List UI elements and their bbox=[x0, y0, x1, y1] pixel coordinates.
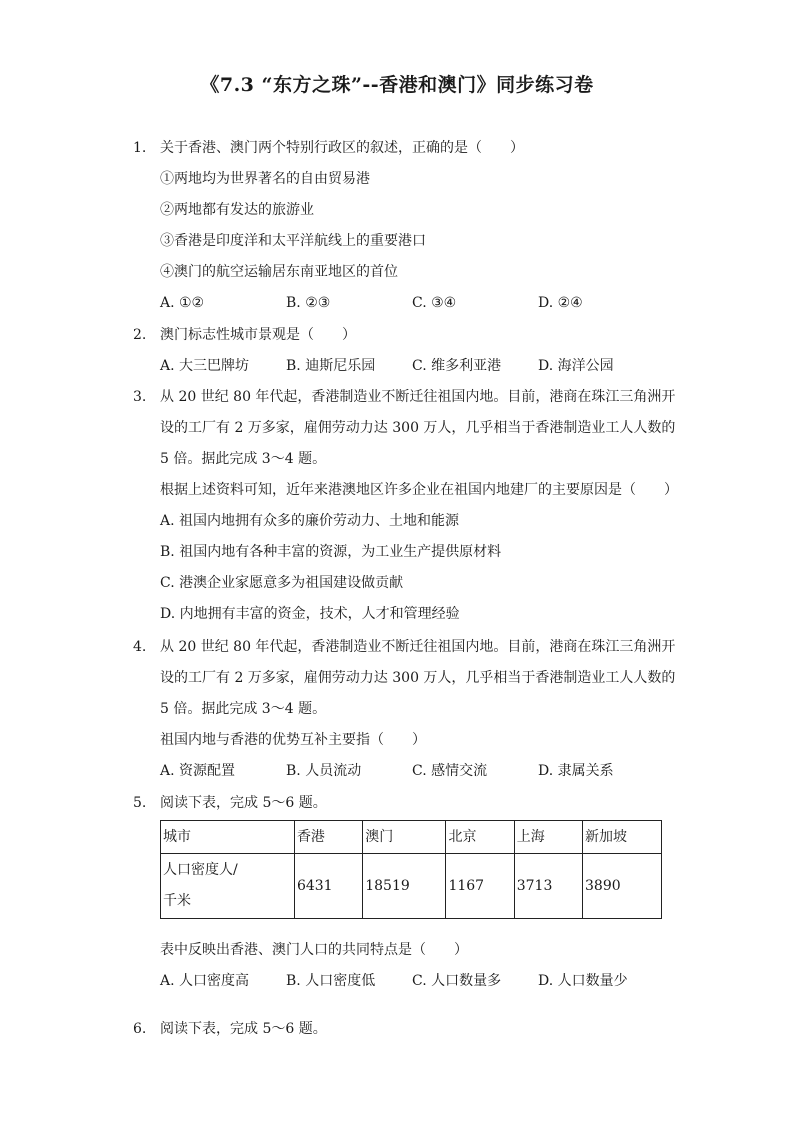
question-5 bbox=[133, 788, 673, 997]
page-title: 《7.3 “东方之珠”--香港和澳门》同步练习卷 bbox=[200, 74, 594, 96]
passage-line: 设的工厂有 2 万多家，雇佣劳动力达 300 万人，几乎相当于香港制造业工人人数的 bbox=[160, 420, 676, 436]
table-cell: 3713 bbox=[514, 854, 582, 919]
table-cell: 城市 bbox=[161, 821, 295, 854]
option-d[interactable]: D. 内地拥有丰富的资金，技术，人才和管理经验 bbox=[160, 606, 460, 622]
question-2 bbox=[133, 320, 673, 382]
table-header-row bbox=[161, 821, 662, 854]
answer-options bbox=[160, 966, 673, 997]
question-4 bbox=[133, 632, 676, 787]
question-3 bbox=[133, 382, 678, 630]
table-cell: 1167 bbox=[446, 854, 514, 919]
option-c[interactable]: C. ③④ bbox=[412, 295, 457, 311]
option-b[interactable]: B. 人员流动 bbox=[286, 763, 362, 779]
question-number: 2. bbox=[133, 327, 147, 343]
passage-line: 5 倍。据此完成 3～4 题。 bbox=[160, 451, 327, 467]
table-cell: 6431 bbox=[294, 854, 362, 919]
option-a[interactable]: A. 大三巴牌坊 bbox=[160, 358, 250, 374]
option-b[interactable]: B. 人口密度低 bbox=[286, 973, 376, 989]
question-number: 3. bbox=[133, 389, 147, 405]
table-cell: 澳门 bbox=[363, 821, 446, 854]
passage-line: 设的工厂有 2 万多家，雇佣劳动力达 300 万人，几乎相当于香港制造业工人人数的 bbox=[160, 670, 676, 686]
option-d[interactable]: D. 隶属关系 bbox=[538, 763, 614, 779]
answer-options bbox=[160, 756, 673, 787]
question-1 bbox=[133, 133, 673, 319]
table-row-label bbox=[161, 854, 295, 919]
option-a[interactable]: A. 人口密度高 bbox=[160, 973, 250, 989]
table-cell: 香港 bbox=[294, 821, 362, 854]
question-stem: 根据上述资料可知，近年来港澳地区许多企业在祖国内地建厂的主要原因是（ ） bbox=[160, 482, 678, 498]
passage-line: 从 20 世纪 80 年代起，香港制造业不断迁往祖国内地。目前，港商在珠江三角洲开 bbox=[160, 639, 676, 655]
option-b[interactable]: B. 迪斯尼乐园 bbox=[286, 358, 376, 374]
question-stem: 祖国内地与香港的优势互补主要指（ ） bbox=[160, 732, 426, 748]
row-label-line: 人口密度人/ bbox=[163, 862, 238, 878]
option-a[interactable]: A. 祖国内地拥有众多的廉价劳动力、土地和能源 bbox=[160, 513, 460, 529]
question-intro: 阅读下表，完成 5～6 题。 bbox=[160, 795, 327, 811]
option-d[interactable]: D. 人口数量少 bbox=[538, 973, 628, 989]
question-number: 4. bbox=[133, 639, 147, 655]
question-stem: 澳门标志性城市景观是（ ） bbox=[160, 327, 356, 343]
question-intro: 阅读下表，完成 5～6 题。 bbox=[160, 1021, 327, 1037]
option-a[interactable]: A. ①② bbox=[160, 295, 205, 311]
option-a[interactable]: A. 资源配置 bbox=[160, 763, 236, 779]
statement-2: ②两地都有发达的旅游业 bbox=[160, 202, 314, 218]
option-c[interactable]: C. 维多利亚港 bbox=[412, 358, 502, 374]
passage-line: 从 20 世纪 80 年代起，香港制造业不断迁往祖国内地。目前，港商在珠江三角洲开 bbox=[160, 389, 676, 405]
question-number: 5. bbox=[133, 795, 147, 811]
table-cell: 上海 bbox=[514, 821, 582, 854]
table-row bbox=[161, 854, 662, 919]
answer-options bbox=[160, 351, 673, 382]
option-d[interactable]: D. ②④ bbox=[538, 295, 583, 311]
question-stem: 表中反映出香港、澳门人口的共同特点是（ ） bbox=[160, 942, 468, 958]
table-cell: 3890 bbox=[583, 854, 662, 919]
passage-line: 5 倍。据此完成 3～4 题。 bbox=[160, 701, 327, 717]
table-cell: 新加坡 bbox=[583, 821, 662, 854]
option-c[interactable]: C. 感情交流 bbox=[412, 763, 488, 779]
option-d[interactable]: D. 海洋公园 bbox=[538, 358, 614, 374]
question-number: 6. bbox=[133, 1021, 147, 1037]
statement-1: ①两地均为世界著名的自由贸易港 bbox=[160, 171, 370, 187]
question-stem: 关于香港、澳门两个特别行政区的叙述，正确的是（ ） bbox=[160, 140, 524, 156]
option-b[interactable]: B. 祖国内地有各种丰富的资源，为工业生产提供原材料 bbox=[160, 544, 502, 560]
answer-options bbox=[160, 288, 673, 319]
question-6 bbox=[133, 1014, 673, 1045]
table-cell: 18519 bbox=[363, 854, 446, 919]
table-cell: 北京 bbox=[446, 821, 514, 854]
statement-4: ④澳门的航空运输居东南亚地区的首位 bbox=[160, 264, 398, 280]
question-number: 1. bbox=[133, 140, 147, 156]
option-b[interactable]: B. ②③ bbox=[286, 295, 331, 311]
option-c[interactable]: C. 港澳企业家愿意多为祖国建设做贡献 bbox=[160, 575, 404, 591]
population-density-table bbox=[160, 820, 662, 919]
statement-3: ③香港是印度洋和太平洋航线上的重要港口 bbox=[160, 233, 426, 249]
row-label-line: 千米 bbox=[163, 893, 191, 909]
option-c[interactable]: C. 人口数量多 bbox=[412, 973, 502, 989]
